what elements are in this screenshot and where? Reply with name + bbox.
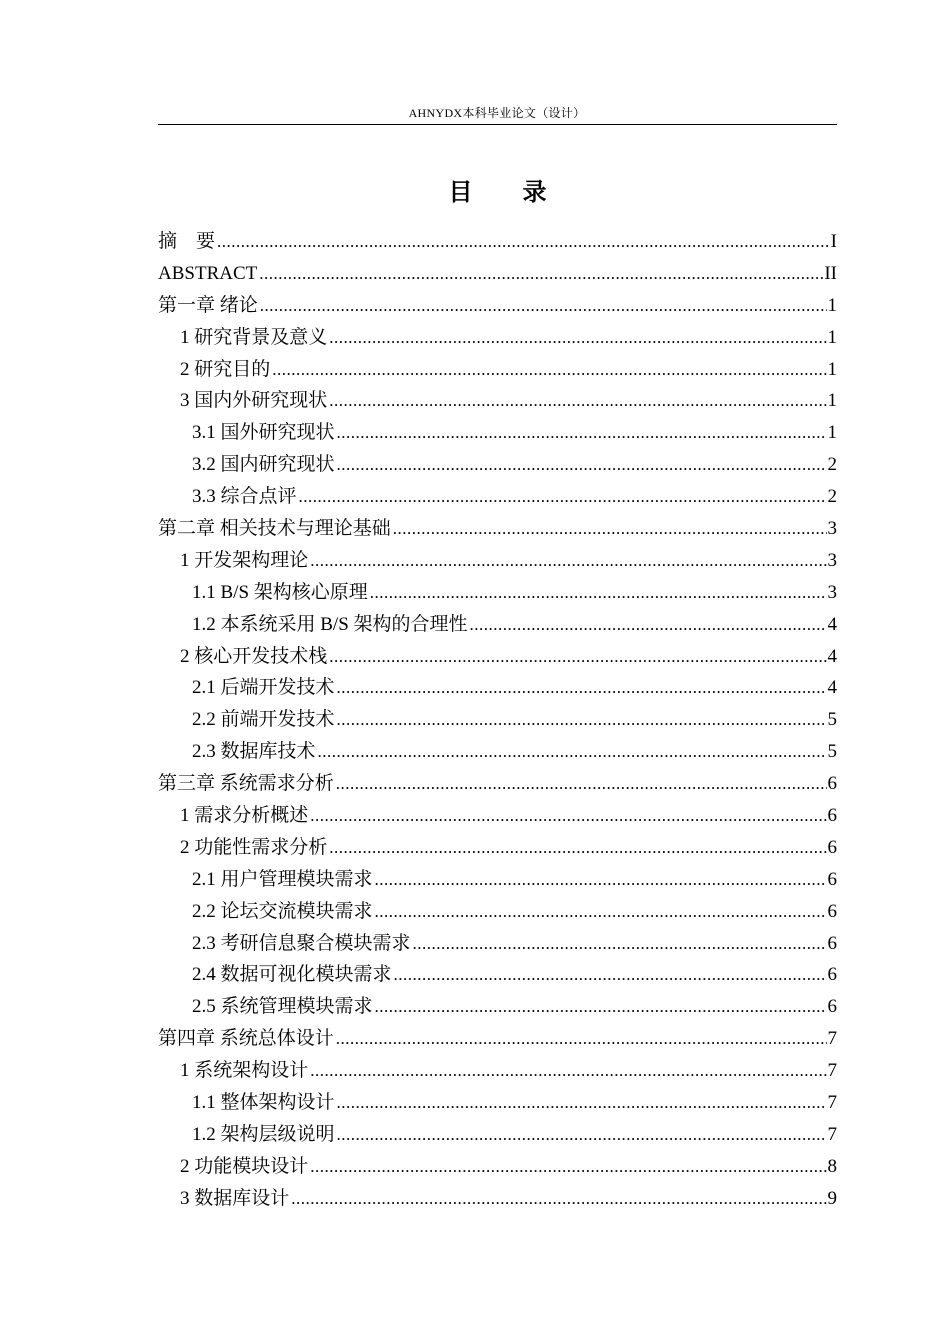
toc-entry-label: 3.1 国外研究现状	[192, 422, 335, 444]
toc-entry[interactable]	[158, 1151, 837, 1183]
toc-entry-page-number: 6	[827, 868, 837, 890]
toc-entry-page-number: 6	[827, 900, 837, 922]
toc-entry[interactable]	[158, 385, 837, 417]
toc-entry[interactable]	[158, 736, 837, 768]
toc-entry-page-number: 7	[827, 1123, 837, 1145]
dot-leader	[329, 832, 826, 864]
toc-entry-page-number: 6	[827, 805, 837, 827]
dot-leader	[375, 991, 827, 1023]
dot-leader	[336, 768, 827, 800]
toc-entry-label: 2.5 系统管理模块需求	[192, 996, 373, 1018]
dot-leader	[337, 417, 827, 449]
dot-leader	[337, 672, 827, 704]
toc-entry-label: 摘 要	[158, 231, 216, 252]
toc-entry-label: 1.2 本系统采用 B/S 架构的合理性	[192, 613, 468, 635]
toc-entry-page-number: 4	[827, 645, 837, 667]
toc-entry[interactable]	[158, 991, 837, 1023]
dot-leader	[375, 896, 827, 928]
toc-entry-label: 1.2 架构层级说明	[192, 1123, 335, 1145]
running-header: AHNYDX本科毕业论文（设计）	[408, 106, 586, 120]
dot-leader	[260, 290, 827, 322]
toc-entry-page-number: 3	[827, 518, 837, 540]
toc-entry-label: 2.1 用户管理模块需求	[192, 868, 373, 890]
toc-entry-page-number: 6	[827, 964, 837, 986]
toc-entry-label: 第二章 相关技术与理论基础	[158, 518, 391, 540]
toc-entry[interactable]	[158, 704, 837, 736]
toc-entry[interactable]	[158, 1087, 837, 1119]
toc-entry[interactable]	[158, 1055, 837, 1087]
dot-leader	[394, 959, 827, 991]
toc-entry-label: 3.2 国内研究现状	[192, 454, 335, 476]
toc-entry[interactable]	[158, 1023, 837, 1055]
toc-entry[interactable]	[158, 545, 837, 577]
toc-entry-page-number: 3	[827, 549, 837, 571]
toc-entry[interactable]	[158, 1183, 837, 1215]
toc-entry-label: 2.2 前端开发技术	[192, 709, 335, 731]
dot-leader	[337, 1087, 827, 1119]
toc-entry-label: 3 数据库设计	[180, 1187, 290, 1209]
dot-leader	[337, 449, 827, 481]
toc-entry-page-number: 2	[827, 486, 837, 508]
toc-entry[interactable]	[158, 832, 837, 864]
toc-entry-page-number: 3	[827, 581, 837, 603]
dot-leader	[337, 1119, 827, 1151]
dot-leader	[329, 322, 826, 354]
toc-entry-page-number: 6	[827, 932, 837, 954]
toc-entry-label: 2.3 数据库技术	[192, 741, 316, 763]
toc-entry-label: 2 核心开发技术栈	[180, 645, 328, 667]
toc-entry-page-number: I	[830, 231, 837, 252]
toc-entry[interactable]	[158, 513, 837, 545]
toc-title: 目 录	[448, 180, 569, 206]
dot-leader	[291, 1183, 826, 1215]
toc-entry-label: 1 需求分析概述	[180, 805, 309, 827]
dot-leader	[259, 258, 823, 290]
toc-entry[interactable]	[158, 1119, 837, 1151]
toc-entry-page-number: 6	[827, 836, 837, 858]
toc-entry-page-number: 7	[827, 1028, 837, 1050]
toc-entry-label: 3.3 综合点评	[192, 486, 297, 508]
toc-entry-page-number: 6	[827, 773, 837, 795]
dot-leader	[310, 1055, 826, 1087]
toc-entry[interactable]	[158, 959, 837, 991]
toc-entry[interactable]	[158, 672, 837, 704]
toc-entry-page-number: 4	[827, 677, 837, 699]
toc-entry-page-number: 9	[827, 1187, 837, 1209]
toc-entry-label: 1 系统架构设计	[180, 1060, 309, 1082]
toc-entry[interactable]	[158, 864, 837, 896]
dot-leader	[370, 577, 827, 609]
toc-entry[interactable]	[158, 896, 837, 928]
dot-leader	[310, 545, 826, 577]
dot-leader	[329, 641, 826, 673]
toc-entry[interactable]	[158, 609, 837, 641]
toc-entry-label: 2 功能性需求分析	[180, 836, 328, 858]
toc-entry-page-number: 1	[827, 422, 837, 444]
dot-leader	[299, 481, 827, 513]
toc-entry-label: 第一章 绪论	[158, 294, 258, 316]
dot-leader	[336, 1023, 827, 1055]
toc-entry-page-number: 5	[827, 741, 837, 763]
toc-entry-label: 1 开发架构理论	[180, 549, 309, 571]
toc-entry-page-number: 1	[827, 326, 837, 348]
toc-entry[interactable]	[158, 322, 837, 354]
toc-entry-page-number: 7	[827, 1092, 837, 1114]
dot-leader	[217, 226, 830, 258]
toc-entry-page-number: 8	[827, 1155, 837, 1177]
toc-entry-page-number: 6	[827, 996, 837, 1018]
toc-entry[interactable]	[158, 258, 837, 290]
toc-entry-label: ABSTRACT	[158, 262, 258, 284]
header-rule	[158, 124, 837, 125]
toc-entry[interactable]	[158, 226, 837, 258]
toc-entry-label: 1.1 整体架构设计	[192, 1092, 335, 1114]
dot-leader	[310, 1151, 826, 1183]
toc-entry[interactable]	[158, 800, 837, 832]
toc-entry[interactable]	[158, 577, 837, 609]
table-of-contents	[158, 226, 837, 1215]
toc-entry[interactable]	[158, 641, 837, 673]
toc-entry-label: 1 研究背景及意义	[180, 326, 328, 348]
toc-entry-page-number: 2	[827, 454, 837, 476]
toc-entry[interactable]	[158, 481, 837, 513]
dot-leader	[272, 354, 826, 386]
toc-entry-label: 2.4 数据可视化模块需求	[192, 964, 392, 986]
toc-entry[interactable]	[158, 354, 837, 386]
toc-entry-page-number: 4	[827, 613, 837, 635]
dot-leader	[375, 864, 827, 896]
toc-entry-label: 第三章 系统需求分析	[158, 773, 334, 795]
toc-entry[interactable]	[158, 768, 837, 800]
toc-entry-label: 2.3 考研信息聚合模块需求	[192, 932, 411, 954]
toc-entry-label: 2 功能模块设计	[180, 1155, 309, 1177]
toc-entry-page-number: 1	[827, 358, 837, 380]
toc-entry-page-number: 1	[827, 390, 837, 412]
toc-entry[interactable]	[158, 449, 837, 481]
dot-leader	[329, 385, 826, 417]
dot-leader	[337, 704, 827, 736]
toc-entry-label: 第四章 系统总体设计	[158, 1028, 334, 1050]
toc-entry-page-number: 7	[827, 1060, 837, 1082]
toc-entry-label: 2.1 后端开发技术	[192, 677, 335, 699]
dot-leader	[318, 736, 827, 768]
toc-entry-label: 2.2 论坛交流模块需求	[192, 900, 373, 922]
dot-leader	[310, 800, 826, 832]
toc-entry-page-number: 5	[827, 709, 837, 731]
toc-entry[interactable]	[158, 290, 837, 322]
toc-entry-page-number: 1	[827, 294, 837, 316]
dot-leader	[393, 513, 827, 545]
toc-entry-label: 3 国内外研究现状	[180, 390, 328, 412]
dot-leader	[470, 609, 827, 641]
toc-entry-label: 2 研究目的	[180, 358, 271, 380]
toc-entry-label: 1.1 B/S 架构核心原理	[192, 581, 368, 603]
toc-entry-page-number: II	[824, 262, 837, 284]
dot-leader	[413, 928, 827, 960]
toc-entry[interactable]	[158, 928, 837, 960]
toc-entry[interactable]	[158, 417, 837, 449]
